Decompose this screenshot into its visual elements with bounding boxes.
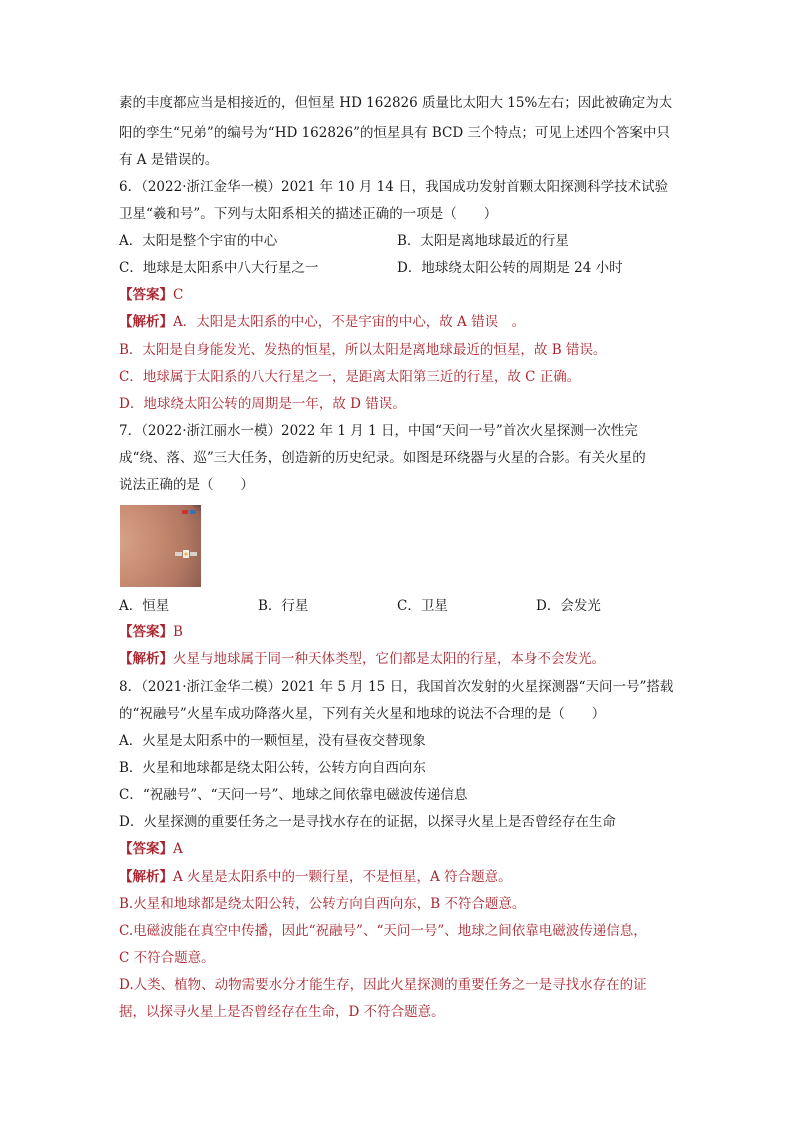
q7-answer <box>119 622 183 642</box>
mission-flags-icon <box>182 510 196 518</box>
answer-value: A <box>173 841 183 857</box>
q8-analysis-6: 据，以探寻火星上是否曾经存在生命，D 不符合题意。 <box>119 1004 445 1020</box>
q7-stem-line-2: 成“绕、落、巡”三大任务，创造新的历史纪录。如图是环绕器与火星的合影。有关火星的 <box>119 450 646 466</box>
q6-stem-line-2: 卫星“羲和号”。下列与太阳系相关的描述正确的一项是（ ） <box>119 206 498 222</box>
prev-analysis-line-2: 阳的孪生“兄弟”的编号为“HD 162826”的恒星具有 BCD 三个特点；可见上述四个答案中只 <box>119 125 670 141</box>
analysis-tag: 【解析】 <box>119 869 173 885</box>
q7-option-a: A．恒星 <box>119 598 170 614</box>
q7-option-b: B．行星 <box>258 598 309 614</box>
q7-option-c: C．卫星 <box>397 598 448 614</box>
q7-stem-line-1: 7．（2022·浙江丽水一模）2022 年 1 月 1 日，中国“天问一号”首次火星探测一次性完 <box>119 423 638 439</box>
q8-stem-line-1: 8．（2021·浙江金华二模）2021 年 5 月 15 日，我国首次发射的火星探测器“天问一号”搭载 <box>119 679 674 695</box>
prev-analysis-line-1: 素的丰度都应当是相接近的，但恒星 HD 162826 质量比太阳大 15%左右；因此被确定为太 <box>119 95 673 111</box>
orbiter-icon <box>175 548 197 560</box>
q8-analysis-2: B.火星和地球都是绕太阳公转，公转方向自西向东，B 不符合题意。 <box>119 896 526 912</box>
q8-answer <box>119 839 183 859</box>
answer-tag: 【答案】 <box>119 841 173 857</box>
analysis-text: 火星与地球属于同一种天体类型，它们都是太阳的行星，本身不会发光。 <box>173 651 605 667</box>
q6-analysis-2: B．太阳是自身能发光、发热的恒星，所以太阳是离地球最近的恒星，故 B 错误。 <box>119 342 607 358</box>
q8-analysis-5: D.人类、植物、动物需要水分才能生存，因此火星探测的重要任务之一是寻找水存在的证 <box>119 977 647 993</box>
analysis-tag: 【解析】 <box>119 651 173 667</box>
answer-tag: 【答案】 <box>119 287 173 303</box>
answer-tag: 【答案】 <box>119 624 173 640</box>
q7-stem-line-3: 说法正确的是（ ） <box>119 477 254 493</box>
q6-option-c: C．地球是太阳系中八大行星之一 <box>119 260 319 276</box>
analysis-text: A 火星是太阳系中的一颗行星，不是恒星，A 符合题意。 <box>173 869 512 885</box>
q8-option-d: D．火星探测的重要任务之一是寻找水存在的证据，以探寻火星上是否曾经存在生命 <box>119 814 616 830</box>
q8-analysis-3: C.电磁波能在真空中传播，因此“祝融号”、“天问一号”、地球之间依靠电磁波传递信息， <box>119 923 647 939</box>
q6-stem-line-1: 6．（2022·浙江金华一模）2021 年 10 月 14 日，我国成功发射首颗太阳探测科学技术试验 <box>119 179 669 195</box>
mars-orbiter-photo <box>120 505 201 587</box>
q8-option-c: C．“祝融号”、“天问一号”、地球之间依靠电磁波传递信息 <box>119 787 468 803</box>
analysis-text: A．太阳是太阳系的中心，不是宇宙的中心，故 A 错误 。 <box>173 314 526 330</box>
prev-analysis-line-3: 有 A 是错误的。 <box>119 152 219 168</box>
q6-answer <box>119 285 183 305</box>
q8-stem-line-2: 的“祝融号”火星车成功降落火星，下列有关火星和地球的说法不合理的是（ ） <box>119 706 606 722</box>
answer-value: B <box>173 624 183 640</box>
q6-option-a: A．太阳是整个宇宙的中心 <box>119 233 278 249</box>
q6-option-b: B．太阳是离地球最近的行星 <box>397 233 569 249</box>
q7-option-d: D．会发光 <box>536 598 601 614</box>
q8-option-a: A．火星是太阳系中的一颗恒星，没有昼夜交替现象 <box>119 733 426 749</box>
q8-analysis-1 <box>119 867 512 887</box>
q8-analysis-4: C 不符合题意。 <box>119 950 215 966</box>
q6-analysis-1 <box>119 312 525 332</box>
q8-option-b: B．火星和地球都是绕太阳公转，公转方向自西向东 <box>119 760 426 776</box>
q7-analysis-1 <box>119 649 605 669</box>
q6-analysis-3: C．地球属于太阳系的八大行星之一，是距离太阳第三近的行星，故 C 正确。 <box>119 369 581 385</box>
q6-option-d: D．地球绕太阳公转的周期是 24 小时 <box>397 260 623 276</box>
analysis-tag: 【解析】 <box>119 314 173 330</box>
q6-analysis-4: D．地球绕太阳公转的周期是一年，故 D 错误。 <box>119 396 406 412</box>
answer-value: C <box>173 287 184 303</box>
